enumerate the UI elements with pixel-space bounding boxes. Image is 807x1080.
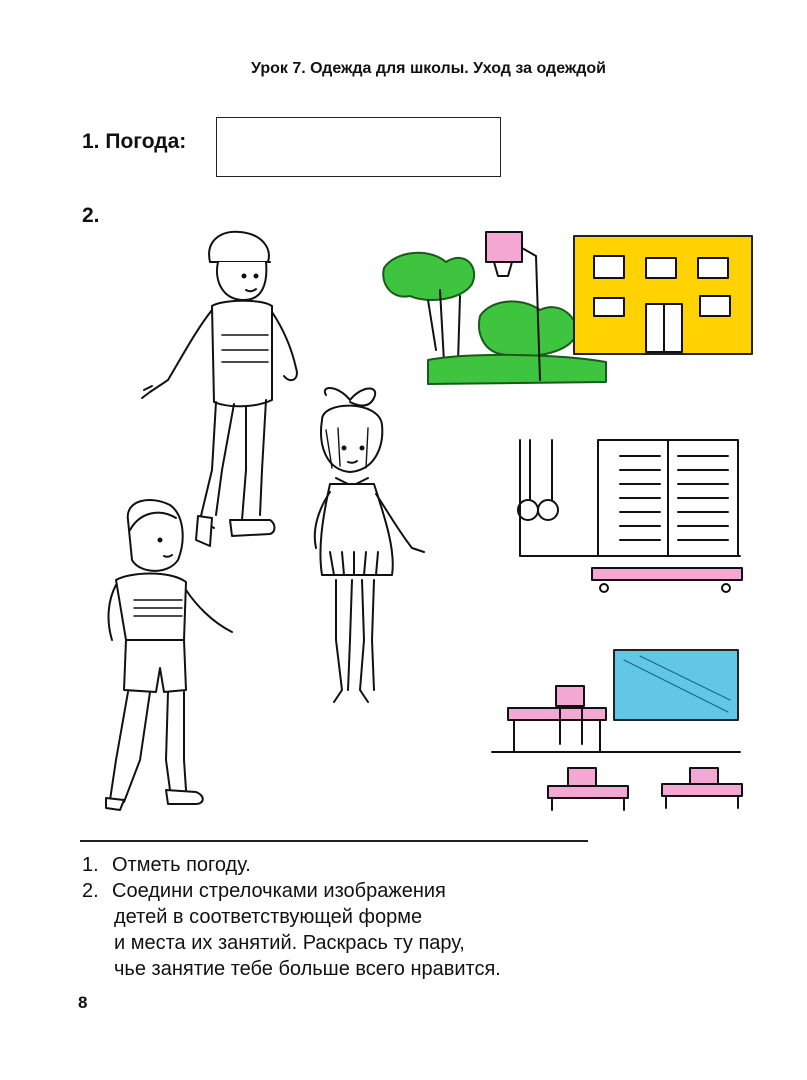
gym-scene[interactable] — [518, 440, 742, 592]
instruction-1-text: Отметь погоду. — [112, 854, 251, 876]
instruction-2-number: 2. — [82, 880, 99, 902]
instruction-1-number: 1. — [82, 854, 99, 876]
girl-in-shorts-figure[interactable] — [106, 500, 232, 810]
instruction-2 — [82, 878, 446, 904]
girl-in-dress-figure[interactable] — [315, 388, 424, 702]
instruction-2-line-1: Соедини стрелочками изображения — [112, 880, 446, 902]
classroom-scene[interactable] — [492, 650, 742, 810]
divider-line — [80, 840, 588, 842]
lesson-title: Урок 7. Одежда для школы. Уход за одеждой — [250, 60, 606, 77]
task1-label: 1. Погода: — [82, 130, 187, 153]
task2-label: 2. — [82, 204, 100, 227]
instruction-2-line-4: чье занятие тебе больше всего нравится. — [114, 958, 501, 980]
instruction-2-line-2: детей в соответствующей форме — [114, 906, 423, 928]
page-number: 8 — [78, 993, 88, 1012]
instruction-1 — [82, 852, 251, 878]
schoolyard-scene[interactable] — [383, 232, 752, 384]
instruction-2-line-3: и места их занятий. Раскрась ту пару, — [114, 932, 465, 954]
boy-in-tracksuit-figure[interactable] — [142, 232, 297, 546]
